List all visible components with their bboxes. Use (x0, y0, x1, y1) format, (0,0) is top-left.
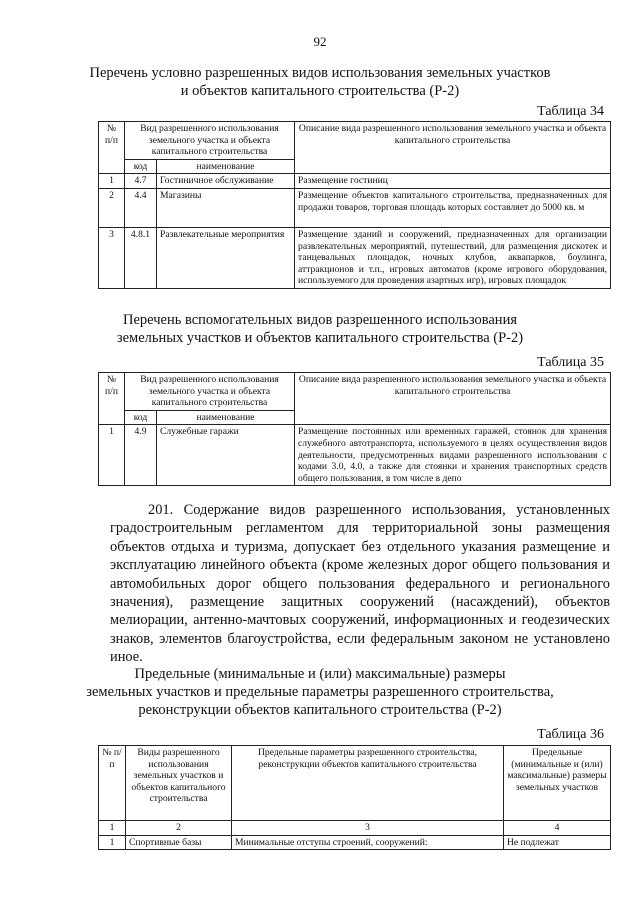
title-line: реконструкции объектов капитального строительства (Р-2) (138, 702, 502, 718)
title-line: Перечень условно разрешенных видов использования земельных участков (89, 65, 551, 81)
table-35-caption: Таблица 35 (537, 355, 604, 370)
cell-num: 1 (99, 425, 125, 486)
table-row (99, 425, 611, 486)
header-kind: Виды разрешенного использования земельных участков и объектов капитального строительства (126, 746, 232, 821)
index-cell: 2 (126, 821, 232, 836)
cell-code: 4.8.1 (125, 227, 157, 288)
cell-params: Минимальные отступы строений, сооружений: (232, 835, 504, 850)
header-desc: Описание вида разрешенного использования земельного участка и объекта капитального строительства (295, 373, 611, 425)
cell-name: Магазины (157, 188, 295, 227)
section-title-auxiliary-uses (60, 311, 580, 347)
cell-code: 4.9 (125, 425, 157, 486)
header-code: код (125, 159, 157, 174)
header-num: № п/п (99, 746, 126, 821)
cell-sizes: Не подлежат (504, 835, 611, 850)
cell-desc: Размещение постоянных или временных гаражей, стоянок для хранения служебного автотранспорта, используемого в целях осуществления видов деятельности, предусмотренных видами разрешенного использования с кодами 3.0, 4.0, а также для стоянки и хранения транспортных средств общего пользования, в том числе в депо (295, 425, 611, 486)
table-35 (98, 372, 611, 486)
header-kind: Вид разрешенного использования земельного участка и объекта капитального строительства (125, 373, 295, 411)
cell-num: 3 (99, 227, 125, 288)
header-num: № п/п (99, 122, 125, 174)
paragraph-201: 201. Содержание видов разрешенного использования, установленных градостроительным регламентом для территориальной зоны размещения объектов отдыха и туризма, допускает без отдельного указания размещение и эксплуатацию линейного объекта (кроме железных дорог общего пользования и автомобильных дорог общего пользования федерального и регионального значения), размещение защитных сооружений (насаждений), объектов мелиорации, антенно-мачтовых сооружений, информационных и геодезических знаков, элементов благоустройства, если федеральным законом не установлено иное. (110, 502, 610, 666)
cell-name: Служебные гаражи (157, 425, 295, 486)
cell-desc: Размещение объектов капитального строительства, предназначенных для продажи товаров, торговая площадь которых составляет до 5000 кв. м (295, 188, 611, 227)
cell-name: Гостиничное обслуживание (157, 174, 295, 189)
header-name: наименование (157, 159, 295, 174)
cell-desc: Размещение гостиниц (295, 174, 611, 189)
title-line: и объектов капитального строительства (Р-2) (180, 83, 460, 99)
cell-desc: Размещение зданий и сооружений, предназначенных для организации развлекательных мероприятий, путешествий, для размещения дискотек и танцевальных площадок, ночных клубов, аквапарков, боулинга, аттракционов и т.п., игровых автоматов (кроме игрового оборудования, используемого для проведения азартных игр), игровых площадок (295, 227, 611, 288)
cell-code: 4.4 (125, 188, 157, 227)
cell-num: 2 (99, 188, 125, 227)
page-number: 92 (313, 34, 327, 49)
table-34-caption: Таблица 34 (537, 104, 604, 119)
cell-code: 4.7 (125, 174, 157, 189)
header-num: № п/п (99, 373, 125, 425)
title-line: Предельные (минимальные и (или) максимальные) размеры (134, 666, 506, 682)
header-params: Предельные параметры разрешенного строительства, реконструкции объектов капитального строительства (232, 746, 504, 821)
table-row (99, 835, 611, 850)
section-title-limit-parameters (60, 665, 580, 719)
table-36 (98, 745, 611, 850)
header-kind: Вид разрешенного использования земельного участка и объекта капитального строительства (125, 122, 295, 160)
cell-num: 1 (99, 174, 125, 189)
table-row (99, 188, 611, 227)
title-line: земельных участков и объектов капитального строительства (Р-2) (116, 330, 524, 346)
title-line: земельных участков и предельные параметры разрешенного строительства, (86, 684, 554, 700)
index-cell: 3 (232, 821, 504, 836)
table-row (99, 174, 611, 189)
cell-name: Развлекательные мероприятия (157, 227, 295, 288)
header-sizes: Предельные (минимальные и (или) максимальные) размеры земельных участков (504, 746, 611, 821)
index-cell: 4 (504, 821, 611, 836)
table-34 (98, 121, 611, 289)
header-desc: Описание вида разрешенного использования земельного участка и объекта капитального строительства (295, 122, 611, 174)
index-cell: 1 (99, 821, 126, 836)
table-row (99, 227, 611, 288)
header-code: код (125, 410, 157, 425)
table-36-caption: Таблица 36 (537, 727, 604, 742)
cell-num: 1 (99, 835, 126, 850)
section-title-conditional-uses (60, 64, 580, 100)
title-line: Перечень вспомогательных видов разрешенного использования (123, 312, 517, 328)
cell-kind: Спортивные базы (126, 835, 232, 850)
index-row (99, 821, 611, 836)
header-name: наименование (157, 410, 295, 425)
